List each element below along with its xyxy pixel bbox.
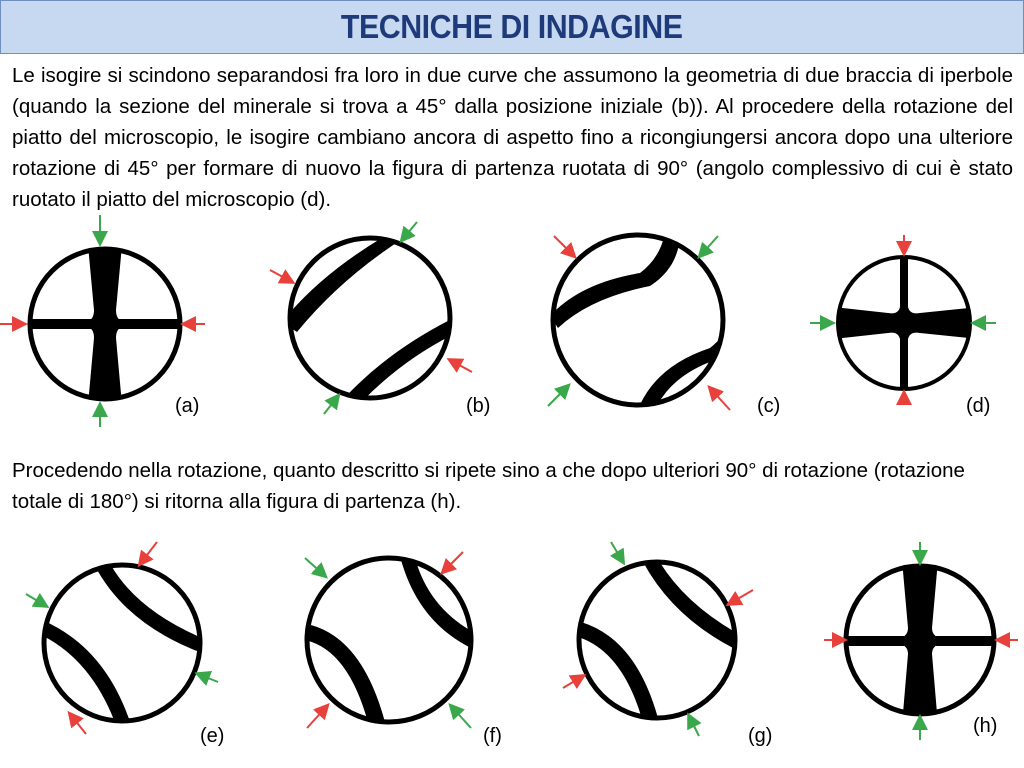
figure-label-e: (e) (200, 725, 225, 747)
figure-f (295, 540, 495, 740)
figure-d (808, 235, 998, 405)
figure-b (262, 222, 472, 412)
figure-label-d: (d) (966, 395, 991, 417)
title-bar (0, 0, 1024, 54)
figure-label-f: (f) (483, 725, 502, 747)
paragraph-intro: Le isogire si scindono separandosi fra loro in due curve che assumono la geometria di due braccia di iperbole (quando la sezione del minerale si trova a 45° dalla posizione iniziale (b)). Al procedere della rotazione del piatto del microscopio, le isogire cambiano ancora di aspetto fino a ricongiungersi ancora dopo una ulteriore rotazione di 45° per formare di nuovo la figura di partenza ruotata di 90° (angolo complessivo di cui è stato ruotato il piatto del microscopio (d). (12, 64, 1013, 211)
figure-label-a: (a) (175, 395, 200, 417)
page-title: TECNICHE DI INDAGINE (341, 8, 683, 45)
figure-label-h: (h) (973, 715, 998, 737)
figure-label-b: (b) (466, 395, 491, 417)
figure-e (22, 538, 222, 738)
paragraph-continuation: Procedendo nella rotazione, quanto descritto si ripete sino a che dopo ulteriori 90° di rotazione (rotazione totale di 180°) si ritorna alla figura di partenza (h). (12, 459, 965, 513)
figure-label-c: (c) (757, 395, 781, 417)
figure-label-g: (g) (748, 725, 773, 747)
figure-g (565, 540, 765, 740)
figure-c (540, 228, 740, 418)
